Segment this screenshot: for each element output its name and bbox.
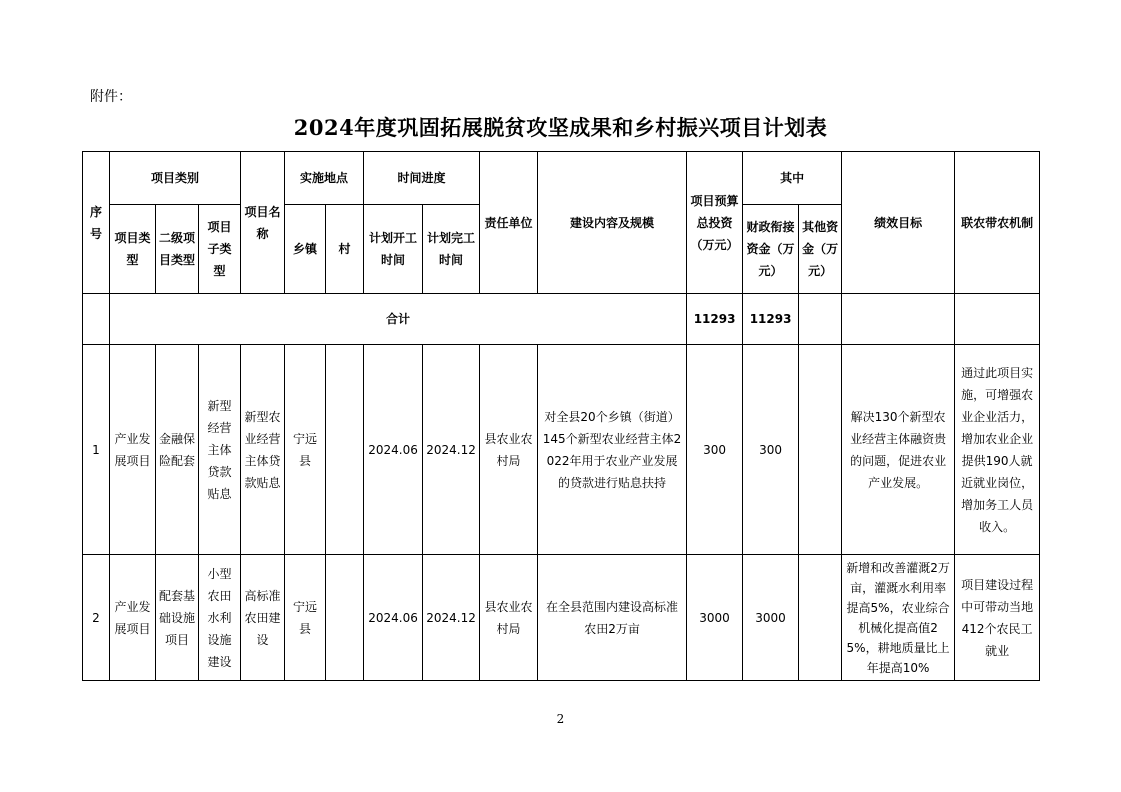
total-other-cell [799,294,842,345]
row-goal: 新增和改善灌溉2万亩，灌溉水利用率提高5%，农业综合机械化提高值25%，耕地质量比上年提高10% [842,555,955,681]
row-subtype: 新型经营主体贷款贴息 [199,345,241,555]
header-unit: 责任单位 [480,152,538,294]
header-budget: 项目预算总投资（万元） [687,152,743,294]
total-label: 合计 [110,294,687,345]
row-budget: 300 [687,345,743,555]
header-start: 计划开工时间 [364,205,423,294]
row-unit: 县农业农村局 [480,555,538,681]
header-village: 村 [326,205,364,294]
row-type1: 产业发展项目 [110,345,156,555]
row-content: 对全县20个乡镇（街道）145个新型农业经营主体2022年用于农业产业发展的贷款进行贴息扶持 [538,345,687,555]
attachment-label: 附件： [90,89,132,105]
row-budget: 3000 [687,555,743,681]
row-content: 在全县范围内建设高标准农田2万亩 [538,555,687,681]
header-row-1 [83,152,1040,205]
page-title: 2024年度巩固拓展脱贫攻坚成果和乡村振兴项目计划表 [293,115,828,140]
total-mechanism-cell [955,294,1040,345]
row-start: 2024.06 [364,345,423,555]
project-plan-table [82,151,1040,681]
total-row [83,294,1040,345]
header-seq: 序号 [83,152,110,294]
row-township: 宁远县 [285,555,326,681]
row-subtype: 小型农田水利设施建设 [199,555,241,681]
row-village [326,345,364,555]
row-seq: 1 [83,345,110,555]
row-type2: 金融保险配套 [156,345,199,555]
row-end: 2024.12 [423,345,480,555]
row-name: 高标准农田建设 [241,555,285,681]
table-row [83,345,1040,555]
row-name: 新型农业经营主体贷款贴息 [241,345,285,555]
row-other [799,555,842,681]
header-type2: 二级项目类型 [156,205,199,294]
header-subtype: 项目子类型 [199,205,241,294]
row-unit: 县农业农村局 [480,345,538,555]
total-budget: 11293 [687,294,743,345]
row-fiscal: 3000 [743,555,799,681]
row-mechanism: 项目建设过程中可带动当地412个农民工就业 [955,555,1040,681]
row-seq: 2 [83,555,110,681]
total-seq-cell [83,294,110,345]
header-schedule: 时间进度 [364,152,480,205]
header-location: 实施地点 [285,152,364,205]
row-fiscal: 300 [743,345,799,555]
header-type1: 项目类型 [110,205,156,294]
row-start: 2024.06 [364,555,423,681]
table-row [83,555,1040,681]
header-end: 计划完工时间 [423,205,480,294]
row-end: 2024.12 [423,555,480,681]
row-mechanism: 通过此项目实施，可增强农业企业活力，增加农业企业提供190人就近就业岗位，增加务工人员收入。 [955,345,1040,555]
total-fiscal: 11293 [743,294,799,345]
row-goal: 解决130个新型农业经营主体融资贵的问题，促进农业产业发展。 [842,345,955,555]
page-number: 2 [556,712,565,726]
header-content: 建设内容及规模 [538,152,687,294]
row-village [326,555,364,681]
row-township: 宁远县 [285,345,326,555]
row-type1: 产业发展项目 [110,555,156,681]
header-category: 项目类别 [110,152,241,205]
header-other: 其他资金（万元） [799,205,842,294]
header-mechanism: 联农带农机制 [955,152,1040,294]
header-name: 项目名称 [241,152,285,294]
row-other [799,345,842,555]
total-goal-cell [842,294,955,345]
header-township: 乡镇 [285,205,326,294]
header-fiscal: 财政衔接资金（万元） [743,205,799,294]
header-goal: 绩效目标 [842,152,955,294]
header-among: 其中 [743,152,842,205]
row-type2: 配套基础设施项目 [156,555,199,681]
